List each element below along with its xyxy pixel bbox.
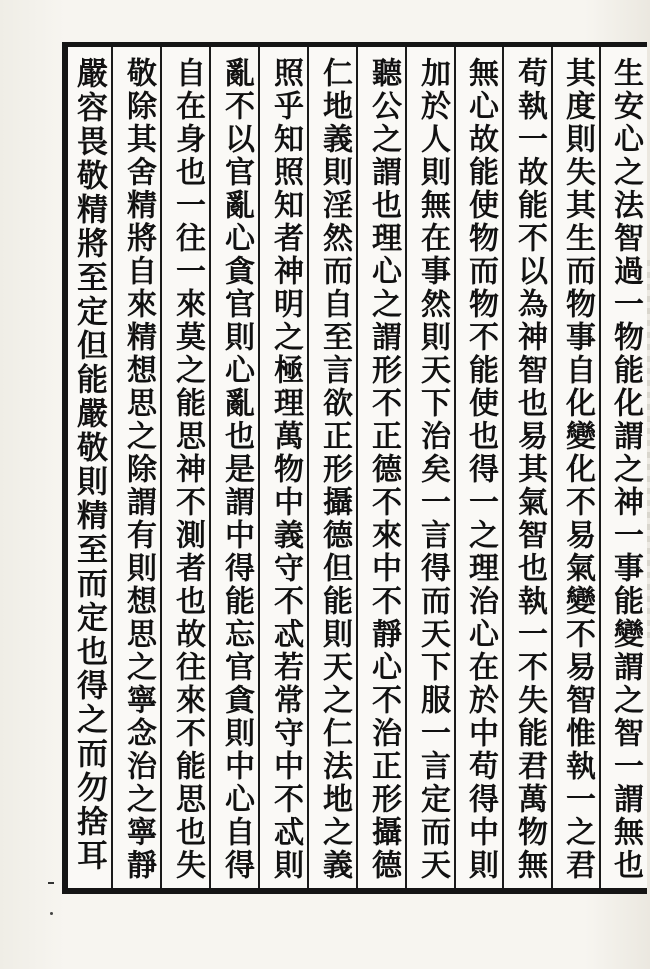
text-column-7 xyxy=(307,47,356,888)
text-column-3 xyxy=(502,47,551,888)
column-text: 自在身也一往一來莫之能思神不測者也故往來不能思也失 xyxy=(170,57,205,882)
column-text: 亂不以官亂心貪官則心亂也是謂中得能忘官貪則中心自得 xyxy=(219,57,254,882)
column-text: 照乎知照知者神明之極理萬物中義守不忒若常守中不忒則 xyxy=(268,57,303,882)
text-column-11 xyxy=(111,47,160,888)
column-text: 仁地義則淫然而自至言欲正形攝德但能則天之仁法地之義 xyxy=(317,57,352,882)
column-text: 嚴容畏敬精將至定但能嚴敬則精至而定也得之而勿捨耳 xyxy=(71,57,107,873)
text-column-2 xyxy=(551,47,599,888)
text-columns xyxy=(68,47,647,888)
column-text: 生安心之法智過一物能化謂之神一事能變謂之智一謂無也 xyxy=(608,57,643,882)
text-column-9 xyxy=(209,47,258,888)
text-frame xyxy=(62,42,647,894)
text-column-4 xyxy=(454,47,502,888)
column-text: 其度則失其生而物事自化變化不易氣變不易智惟執一之君 xyxy=(560,57,595,882)
text-column-8 xyxy=(258,47,307,888)
column-text: 無心故能使物而物不能使也得一之理治心在於中苟得中則 xyxy=(463,57,498,882)
text-column-12 xyxy=(68,47,111,888)
text-column-10 xyxy=(160,47,209,888)
text-column-5 xyxy=(405,47,454,888)
column-text: 苟執一故能不以為神智也易其氣智也執一不失能君萬物無 xyxy=(512,57,547,882)
ink-speck xyxy=(50,912,53,915)
text-column-1 xyxy=(599,47,647,888)
page-mark xyxy=(48,882,54,884)
column-text: 聽公之謂也理心之謂形不正德不來中不靜心不治正形攝德 xyxy=(366,57,401,882)
column-text: 敬除其舍精將自來精想思之除謂有則想思之寧念治之寧靜 xyxy=(121,57,156,882)
text-column-6 xyxy=(356,47,405,888)
column-text: 加於人則無在事然則天下治矣一言得而天下服一言定而天 xyxy=(415,57,450,882)
